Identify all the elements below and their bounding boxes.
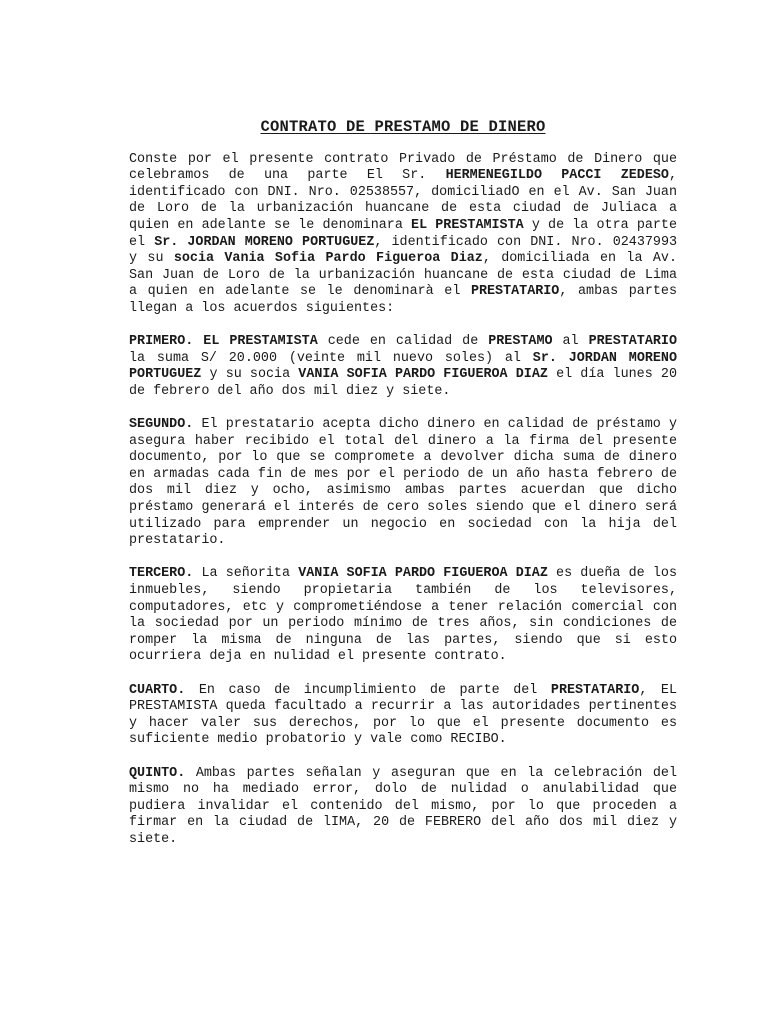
bold-text-run: EL PRESTAMISTA (411, 217, 524, 233)
bold-text-run: TERCERO. (129, 566, 194, 582)
bold-text-run: EL PRESTAMISTA (203, 334, 318, 350)
clause-tercero (129, 566, 677, 666)
clause-segundo (129, 417, 677, 550)
text-run: , identificado con DNI. Nro. 02538557, domiciliadO en el Av. San Juan de Loro de la urbanización huancane de esta ciudad de Juliaca a quien en adelante se le denominara (129, 168, 677, 233)
bold-text-run: QUINTO. (129, 765, 186, 781)
text-run: la suma S/ 20.000 (veinte mil nuevo soles) al (129, 350, 533, 366)
text-run (193, 334, 203, 349)
bold-text-run: VANIA SOFIA PARDO FIGUEROA DIAZ (298, 367, 548, 383)
text-run: , domiciliada en la Av. San Juan de Loro de la urbanización huancane de esta ciudad de Lima a quien en adelante se le denominarà el (129, 251, 677, 300)
bold-text-run: Sr. JORDAN MORENO PORTUGUEZ (129, 350, 677, 383)
bold-text-run: VANIA SOFIA PARDO FIGUEROA DIAZ (298, 566, 548, 582)
text-run: y de la otra parte el (129, 217, 678, 250)
intro-paragraph (129, 152, 677, 318)
bold-text-run: Sr. JORDAN MORENO PORTUGUEZ (154, 234, 375, 250)
text-run: el día lunes 20 de febrero del año dos mil diez y siete. (129, 367, 677, 399)
text-run: , identificado con DNI. Nro. 02437993 y su (129, 234, 678, 267)
text-run: , ambas partes llegan a los acuerdos siguientes: (129, 284, 677, 316)
bold-text-run: PRESTAMO (488, 334, 553, 350)
bold-text-run: CUARTO. (129, 682, 186, 698)
text-run: La señorita (193, 566, 299, 582)
clause-primero (129, 334, 677, 400)
clause-quinto (129, 766, 677, 849)
bold-text-run: PRIMERO. (129, 334, 194, 350)
contract-document (129, 119, 677, 865)
text-run: El prestatario acepta dicho dinero en calidad de préstamo y asegura haber recibido el total del dinero a la firma del presente documento, por lo que se compromete a devolver dicha suma de dinero en armadas cada fin de mes por el periodo de un año hasta febrero de dos mil diez y ocho, asimismo ambas partes acuerdan que dicho préstamo generará el interés de cero soles siendo que el dinero será utilizado para emprender un negocio en sociedad con la hija del prestatario. (129, 417, 677, 549)
clause-cuarto (129, 683, 677, 749)
bold-text-run: HERMENEGILDO PACCI ZEDESO (445, 168, 669, 184)
text-run: cede en calidad de (317, 334, 489, 350)
bold-text-run: PRESTATARIO (588, 334, 677, 350)
text-run: y su socia (201, 367, 299, 383)
bold-text-run: PRESTATARIO (470, 284, 560, 300)
document-title: CONTRATO DE PRESTAMO DE DINERO (260, 118, 546, 136)
text-run: En caso de incumplimiento de parte del (185, 682, 551, 698)
text-run: al (552, 334, 589, 350)
bold-text-run: SEGUNDO. (129, 417, 194, 433)
bold-text-run: PRESTATARIO (550, 682, 640, 698)
text-run: es dueña de los inmuebles, siendo propietaria también de los televisores, computadores, etc y comprometiéndose a tener relación comercial con la sociedad por un periodo mínimo de tres años, sin condiciones de romper la misma de ninguna de las partes, siendo que si esto ocurriera deja en nulidad el presente contrato. (129, 566, 677, 665)
text-run: , EL PRESTAMISTA queda facultado a recurrir a las autoridades pertinentes y hacer valer sus derechos, por lo que el presente documento es suficiente medio probatorio y vale como RECIBO. (129, 682, 677, 748)
text-run: Conste por el presente contrato Privado de Préstamo de Dinero que celebramos de una parte El Sr. (129, 151, 677, 184)
bold-text-run: socia Vania Sofia Pardo Figueroa Diaz (173, 251, 483, 267)
text-run: Ambas partes señalan y aseguran que en la celebración del mismo no ha mediado error, dolo de nulidad o anulabilidad que pudiera invalidar el contenido del mismo, por lo que proceden a firmar en la ciudad de lIMA, 20 de FEBRERO del año dos mil diez y siete. (129, 765, 677, 847)
